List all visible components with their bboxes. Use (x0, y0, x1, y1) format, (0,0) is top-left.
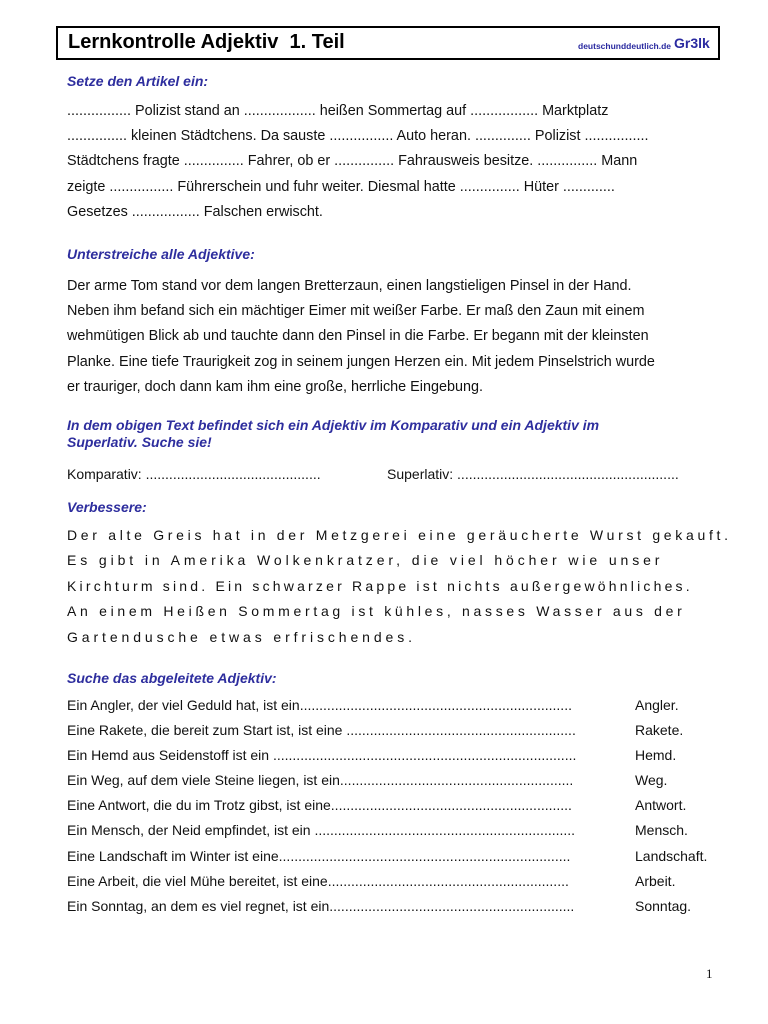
text-line: Städtchens fragte ............... Fahrer, ob er ............... Fahrausweis besitze. ............... Mann (67, 153, 638, 170)
artikel-text (67, 99, 717, 225)
text-line: Gartendusche etwas erfrischendes. (67, 628, 416, 645)
row-noun: Weg. (635, 772, 668, 789)
row-noun: Hemd. (635, 747, 677, 764)
list-item (67, 768, 727, 793)
row-prompt: Ein Sonntag, an dem es viel regnet, ist ein............................................................... (67, 897, 575, 914)
superlativ-field: Superlativ: ......................................................... (387, 466, 679, 482)
page-number: 1 (706, 966, 713, 981)
heading-line: Superlativ. Suche sie! (67, 434, 212, 450)
list-item (67, 743, 727, 768)
abgeleitet-list (67, 693, 727, 919)
list-item (67, 869, 727, 894)
heading-komparativ-superlativ (67, 417, 707, 451)
text-line: Der arme Tom stand vor dem langen Bretterzaun, einen langstieligen Pinsel in der Hand. (67, 278, 632, 294)
heading-artikel: Setze den Artikel ein: (67, 73, 209, 89)
row-prompt: Eine Rakete, die bereit zum Start ist, ist eine ........................................................... (67, 722, 576, 739)
text-line: ................ Polizist stand an .................. heißen Sommertag auf ................. Marktplatz (67, 103, 609, 119)
row-prompt: Eine Landschaft im Winter ist eine........................................................................... (67, 847, 571, 864)
text-line: An einem Heißen Sommertag ist kühles, nasses Wasser aus der (67, 603, 686, 620)
list-item (67, 818, 727, 843)
text-line: Gesetzes ................. Falschen erwischt. (67, 203, 323, 220)
row-prompt: Ein Angler, der viel Geduld hat, ist ein...................................................................... (67, 697, 572, 713)
list-item (67, 793, 727, 818)
verbessere-text (67, 523, 732, 650)
list-item (67, 844, 727, 869)
text-line: Es gibt in Amerika Wolkenkratzer, die viel höcher wie unser (67, 552, 664, 569)
list-item (67, 894, 727, 919)
heading-unterstreiche: Unterstreiche alle Adjektive: (67, 246, 255, 262)
title-box (56, 26, 720, 60)
row-prompt: Ein Weg, auf dem viele Steine liegen, ist ein............................................................ (67, 772, 574, 789)
adjektive-text (67, 274, 717, 400)
grade-label: Gr3lk (674, 35, 710, 51)
heading-line: In dem obigen Text befindet sich ein Adjektiv im Komparativ und ein Adjektiv im (67, 417, 600, 433)
row-noun: Sonntag. (635, 897, 692, 914)
row-prompt: Eine Arbeit, die viel Mühe bereitet, ist eine.............................................................. (67, 872, 569, 889)
text-line: wehmütigen Blick ab und tauchte dann den Pinsel in die Farbe. Er begann mit der kleinsten (67, 328, 649, 345)
row-noun: Angler. (635, 697, 679, 713)
site-name: deutschunddeutlich.de (578, 41, 672, 51)
heading-verbessere: Verbessere: (67, 499, 147, 515)
row-noun: Arbeit. (635, 872, 676, 889)
text-line: ............... kleinen Städtchens. Da sauste ................ Auto heran. .............. Polizist ................ (67, 128, 649, 145)
row-noun: Landschaft. (635, 847, 708, 864)
list-item (67, 718, 727, 743)
text-line: er trauriger, doch dann kam ihm eine große, herrliche Eingebung. (67, 378, 483, 395)
row-prompt: Eine Antwort, die du im Trotz gibst, ist eine.............................................................. (67, 797, 572, 814)
text-line: Planke. Eine tiefe Traurigkeit zog in seinem jungen Herzen ein. Mit jedem Pinselstrich wurde (67, 353, 655, 370)
page-title: Lernkontrolle Adjektiv 1. Teil (68, 31, 345, 53)
text-line: Neben ihm befand sich ein mächtiger Eimer mit weißer Farbe. Er maß den Zaun mit einem (67, 303, 645, 320)
row-prompt: Ein Hemd aus Seidenstoff ist ein .............................................................................. (67, 747, 577, 764)
row-noun: Mensch. (635, 822, 688, 839)
komparativ-field: Komparativ: ............................................. (67, 466, 321, 482)
row-noun: Rakete. (635, 722, 684, 739)
text-line: zeigte ................ Führerschein und fuhr weiter. Diesmal hatte ............... Hüter ............. (67, 178, 615, 195)
text-line: Der alte Greis hat in der Metzgerei eine geräucherte Wurst gekauft. (67, 527, 732, 543)
heading-abgeleitet: Suche das abgeleitete Adjektiv: (67, 670, 277, 686)
row-noun: Antwort. (635, 797, 687, 814)
row-prompt: Ein Mensch, der Neid empfindet, ist ein ................................................................... (67, 822, 576, 839)
text-line: Kirchturm sind. Ein schwarzer Rappe ist nichts außergewöhnliches. (67, 577, 693, 594)
list-item (67, 693, 727, 718)
